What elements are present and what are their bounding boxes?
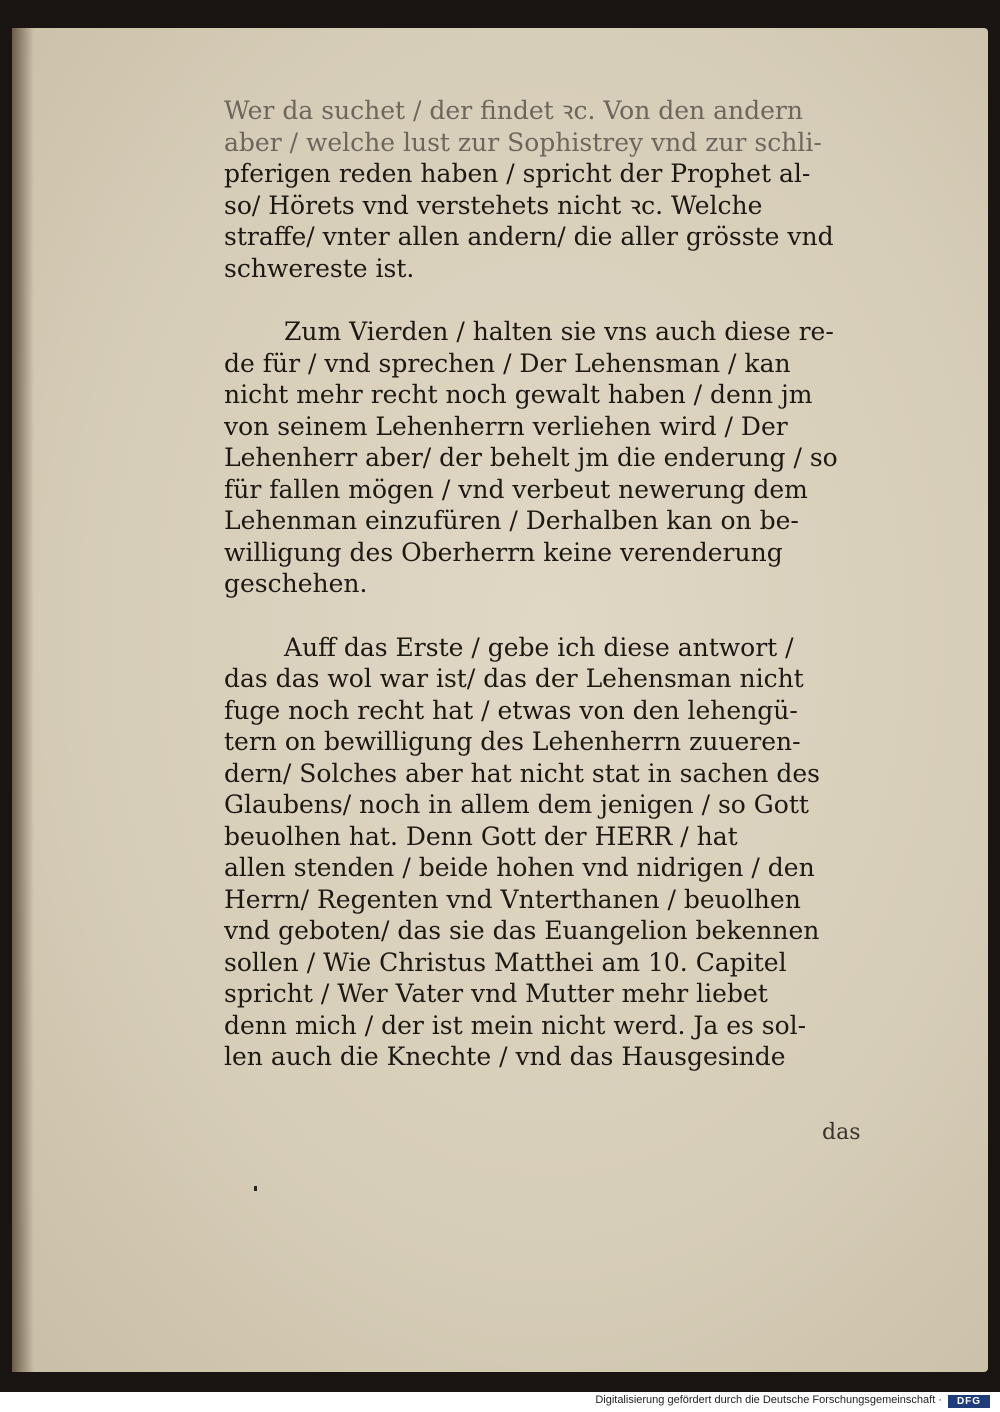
text-line: fuge noch recht hat / etwas von den lehengü- xyxy=(224,695,798,725)
text-line: Lehenman einzufüren / Derhalben kan on be- xyxy=(224,506,799,535)
funding-notice: Digitalisierung gefördert durch die Deutsche Forschungsgemeinschaft · xyxy=(595,1394,942,1406)
ink-speck xyxy=(254,1186,257,1191)
text-line: Auff das Erste / gebe ich diese antwort / xyxy=(284,632,794,662)
text-line: von seinem Lehenherrn verliehen wird / Der xyxy=(224,411,788,441)
text-line: Herrn/ Regenten vnd Vnterthanen / beuolhen xyxy=(224,884,801,914)
catchword: das xyxy=(822,1120,861,1145)
text-line: beuolhen hat. Denn Gott der HERR / hat xyxy=(224,821,738,851)
text-line: Glaubens/ noch in allem dem jenigen / so Gott xyxy=(224,790,809,819)
paragraph-1 xyxy=(224,95,884,284)
text-line: Wer da suchet / der findet ꝛc. Von den andern xyxy=(224,96,803,125)
text-line: so/ Hörets vnd verstehets nicht ꝛc. Welche xyxy=(224,190,763,220)
text-line: nicht mehr recht noch gewalt haben / denn jm xyxy=(224,380,813,409)
text-line: vnd geboten/ das sie das Euangelion bekennen xyxy=(224,916,820,945)
page-text xyxy=(224,95,884,1105)
text-line: sollen / Wie Christus Matthei am 10. Capitel xyxy=(224,947,787,977)
text-line: Lehenherr aber/ der behelt jm die enderung / so xyxy=(224,443,838,472)
text-line: spricht / Wer Vater vnd Mutter mehr liebet xyxy=(224,979,768,1008)
text-line: schwereste ist. xyxy=(224,253,415,283)
text-line: denn mich / der ist mein nicht werd. Ja es sol- xyxy=(224,1010,807,1040)
text-line: dern/ Solches aber hat nicht stat in sachen des xyxy=(224,758,820,788)
text-line: len auch die Knechte / vnd das Hausgesinde xyxy=(224,1042,786,1071)
text-line: pferigen reden haben / spricht der Prophet al- xyxy=(224,159,811,188)
text-line: aber / welche lust zur Sophistrey vnd zur schli- xyxy=(224,127,822,157)
dfg-logo-icon: DFG xyxy=(948,1395,990,1408)
text-line: straffe/ vnter allen andern/ die aller grösste vnd xyxy=(224,222,834,251)
text-line: allen stenden / beide hohen vnd nidrigen / den xyxy=(224,853,815,882)
text-line: tern on bewilligung des Lehenherrn zuueren- xyxy=(224,727,801,756)
text-line: de für / vnd sprechen / Der Lehensman / kan xyxy=(224,348,791,378)
text-line: geschehen. xyxy=(224,569,368,598)
text-line: für fallen mögen / vnd verbeut newerung dem xyxy=(224,474,808,504)
paragraph-3 xyxy=(224,632,884,1073)
gutter-shadow xyxy=(12,28,34,1372)
paragraph-2 xyxy=(224,316,884,600)
digitization-footer xyxy=(0,1392,1000,1412)
text-line: willigung des Oberherrn keine verenderung xyxy=(224,537,783,567)
text-line: Zum Vierden / halten sie vns auch diese re- xyxy=(284,317,834,346)
text-line: das das wol war ist/ das der Lehensman nicht xyxy=(224,664,804,693)
